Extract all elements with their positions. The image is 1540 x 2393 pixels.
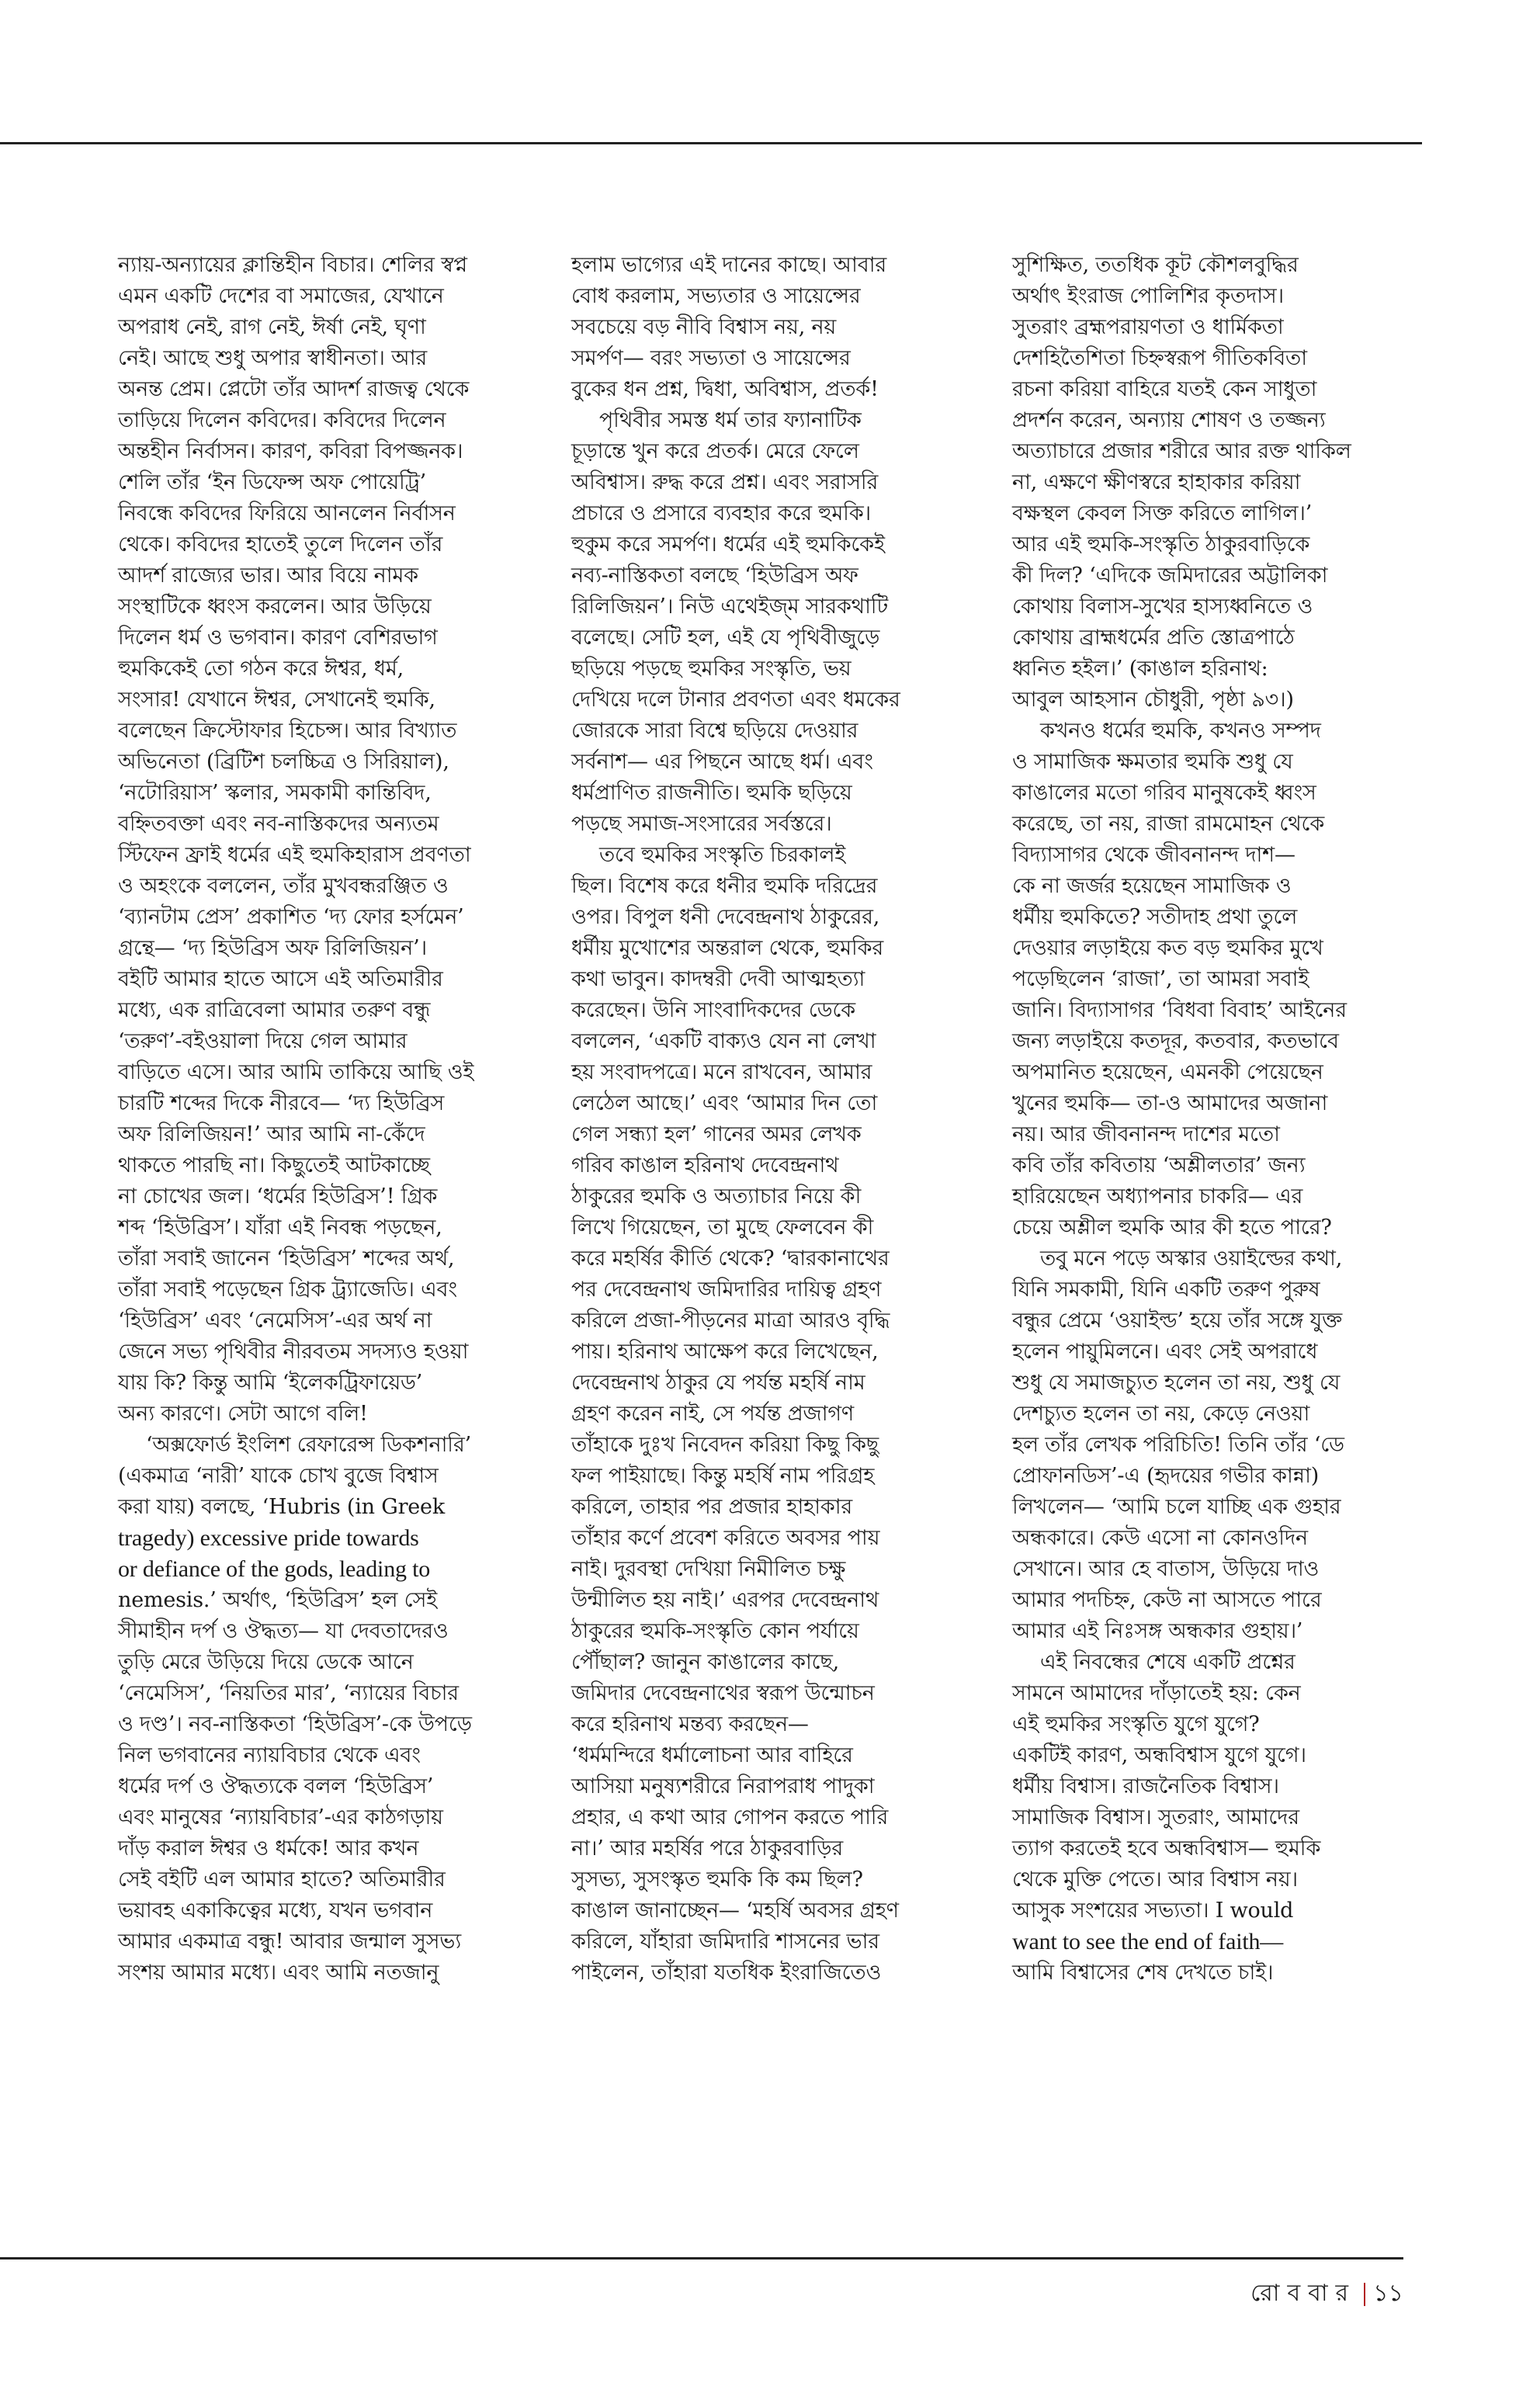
text-line: জমিদার দেবেন্দ্রনাথের স্বরূপ উন্মোচন xyxy=(571,1681,875,1705)
text-line: সংস্থাটিকে ধ্বংস করলেন। আর উড়িয়ে xyxy=(118,595,432,619)
text-line: গেল সন্ধ্যা হল’ গানের অমর লেখক xyxy=(571,1122,862,1146)
text-line: করিলে, তাহার পর প্রজার হাহাকার xyxy=(571,1495,853,1519)
text-line: ‘ধর্মমন্দিরে ধর্মালোচনা আর বাহিরে xyxy=(571,1743,853,1767)
text-line: একটিই কারণ, অন্ধবিশ্বাস যুগে যুগে। xyxy=(1012,1743,1306,1767)
text-line: দেওয়ার লড়াইয়ে কত বড় হুমকির মুখে xyxy=(1012,936,1323,960)
text-line: কথা ভাবুন। কাদম্বরী দেবী আত্মহত্যা xyxy=(571,967,865,991)
text-line: ওপর। বিপুল ধনী দেবেন্দ্রনাথ ঠাকুরের, xyxy=(571,905,880,929)
text-line: কী দিল? ‘এদিকে জমিদারের অট্টালিকা xyxy=(1012,564,1328,588)
text-line: লিখে গিয়েছেন, তা মুছে ফেলবেন কী xyxy=(571,1216,874,1240)
text-line: ‘ব্যানটাম প্রেস’ প্রকাশিত ‘দ্য ফোর হর্সমেন’ xyxy=(118,905,464,929)
text-line: শেলি তাঁর ‘ইন ডিফেন্স অফ পোয়েট্রি’ xyxy=(118,470,427,494)
text-line: যায় কি? কিন্তু আমি ‘ইলেকট্রিফায়েড’ xyxy=(118,1371,423,1395)
text-line: নয়। আর জীবনানন্দ দাশের মতো xyxy=(1012,1122,1280,1146)
text-line: তাঁরা সবাই পড়েছেন গ্রিক ট্র্যাজেডি। এবং xyxy=(118,1278,457,1302)
text-line: সবচেয়ে বড় নীবি বিশ্বাস নয়, নয় xyxy=(571,315,837,339)
text-line: ত্যাগ করতেই হবে অন্ধবিশ্বাস— হুমকি xyxy=(1012,1836,1321,1861)
text-line: হয় সংবাদপত্রে। মনে রাখবেন, আমার xyxy=(571,1060,872,1084)
text-line: তুড়ি মেরে উড়িয়ে দিয়ে ডেকে আনে xyxy=(118,1650,414,1674)
text-line: এমন একটি দেশের বা সমাজের, যেখানে xyxy=(118,284,444,308)
text-line: এবং মানুষের ‘ন্যায়বিচার’-এর কাঠগড়ায় xyxy=(118,1805,443,1829)
text-line: সুশিক্ষিত, ততধিক কূট কৌশলবুদ্ধির xyxy=(1012,253,1299,277)
text-line: বন্ধুর প্রেমে ‘ওয়াইল্ড’ হয়ে তাঁর সঙ্গে যুক্ত xyxy=(1012,1309,1342,1333)
text-line: জানি। বিদ্যাসাগর ‘বিধবা বিবাহ’ আইনের xyxy=(1012,998,1347,1022)
text-line: ভয়াবহ একাকিত্বের মধ্যে, যখন ভগবান xyxy=(118,1899,433,1923)
text-line: দেশচ্যুত হলেন তা নয়, কেড়ে নেওয়া xyxy=(1012,1402,1310,1426)
text-line: রিলিজিয়ন’। নিউ এথেইজ্‌ম সারকথাটি xyxy=(571,595,888,619)
page-number: ১১ xyxy=(1373,2280,1403,2307)
text-line: পর দেবেন্দ্রনাথ জমিদারির দায়িত্ব গ্রহণ xyxy=(571,1278,882,1302)
text-line: লেঠেল আছে।’ এবং ‘আমার দিন তো xyxy=(571,1091,878,1115)
text-line: ‘হিউব্রিস’ এবং ‘নেমেসিস’-এর অর্থ না xyxy=(118,1309,432,1333)
text-line: কখনও ধর্মের হুমকি, কখনও সম্পদ xyxy=(1040,719,1321,743)
text-line: অবিশ্বাস। রুদ্ধ করে প্রশ্ন। এবং সরাসরি xyxy=(571,470,879,494)
text-line: তাঁহাকে দুঃখ নিবেদন করিয়া কিছু কিছু xyxy=(571,1433,879,1457)
text-line: হলেন পায়ুমিলনে। এবং সেই অপরাধে xyxy=(1012,1340,1318,1364)
text-line: জোরকে সারা বিশ্বে ছড়িয়ে দেওয়ার xyxy=(571,719,858,743)
text-line: হুমকিকেই তো গঠন করে ঈশ্বর, ধর্ম, xyxy=(118,657,404,681)
text-line: পৃথিবীর সমস্ত ধর্ম তার ফ্যানাটিক xyxy=(599,408,862,432)
text-line: হল তাঁর লেখক পরিচিতি! তিনি তাঁর ‘ডে xyxy=(1012,1433,1344,1457)
text-line: হুকুম করে সমর্পণ। ধর্মের এই হুমকিকেই xyxy=(571,532,885,557)
text-line: অন্তহীন নির্বাসন। কারণ, কবিরা বিপজ্জনক। xyxy=(118,439,463,463)
text-line: করিলে, যাঁহারা জমিদারি শাসনের ভার xyxy=(571,1930,879,1954)
text-line: করেছে, তা নয়, রাজা রামমোহন থেকে xyxy=(1012,812,1325,836)
text-line: শুধু যে সমাজচ্যুত হলেন তা নয়, শুধু যে xyxy=(1012,1371,1341,1395)
text-line: (একমাত্র ‘নারী’ যাকে চোখ বুজে বিশ্বাস xyxy=(118,1464,439,1488)
text-line: ধর্মীয় হুমকিতে? সতীদাহ প্রথা তুলে xyxy=(1012,905,1298,929)
text-line: থেকে। কবিদের হাতেই তুলে দিলেন তাঁর xyxy=(118,532,443,557)
text-line: ‘তরুণ’-বইওয়ালা দিয়ে গেল আমার xyxy=(118,1029,408,1053)
text-line: থেকে মুক্তি পেতে। আর বিশ্বাস নয়। xyxy=(1012,1868,1298,1892)
text-line: ও দণ্ড’। নব-নাস্তিকতা ‘হিউব্রিস’-কে উপড়ে xyxy=(118,1712,472,1736)
text-line: প্রহার, এ কথা আর গোপন করতে পারি xyxy=(571,1805,889,1829)
text-line: অন্ধকারে। কেউ এসো না কোনওদিন xyxy=(1012,1526,1308,1550)
text-line: আমার এই নিঃসঙ্গ অন্ধকার গুহায়।’ xyxy=(1012,1619,1303,1643)
text-line: ধ্বনিত হইল।’ (কাঙাল হরিনাথ: xyxy=(1012,657,1268,681)
text-line: খুনের হুমকি— তা-ও আমাদের অজানা xyxy=(1012,1091,1328,1115)
text-line: ও অহংকে বললেন, তাঁর মুখবন্ধরঞ্জিত ও xyxy=(118,874,449,898)
text-line: বলেছেন ক্রিস্টোফার হিচেন্স। আর বিখ্যাত xyxy=(118,719,457,743)
text-line: বহ্নিতবক্তা এবং নব-নাস্তিকদের অন্যতম xyxy=(118,812,439,836)
text-line: করে হরিনাথ মন্তব্য করছেন— xyxy=(571,1712,809,1736)
text-line: দেশহিতৈশিতা চিহ্নস্বরূপ গীতিকবিতা xyxy=(1012,346,1307,370)
text-line: এই হুমকির সংস্কৃতি যুগে যুগে? xyxy=(1012,1712,1260,1736)
text-line: তবু মনে পড়ে অস্কার ওয়াইল্ডের কথা, xyxy=(1040,1247,1343,1271)
text-line: করিলে প্রজা-পীড়নের মাত্রা আরও বৃদ্ধি xyxy=(571,1309,890,1333)
text-line: দেখিয়ে দলে টানার প্রবণতা এবং ধমকের xyxy=(571,688,900,712)
text-line: বললেন, ‘একটি বাক্যও যেন না লেখা xyxy=(571,1029,876,1053)
text-line: দাঁড় করাল ঈশ্বর ও ধর্মকে! আর কখন xyxy=(118,1836,419,1861)
text-line: জন্য লড়াইয়ে কতদূর, কতবার, কতভাবে xyxy=(1012,1029,1339,1053)
text-line: সেখানে। আর হে বাতাস, উড়িয়ে দাও xyxy=(1012,1557,1320,1581)
text-line: ধর্মীয় বিশ্বাস। রাজনৈতিক বিশ্বাস। xyxy=(1012,1774,1279,1798)
text-line: সমর্পণ— বরং সভ্যতা ও সায়েন্সের xyxy=(571,346,851,370)
text-line: প্রচারে ও প্রসারে ব্যবহার করে হুমকি। xyxy=(571,501,872,525)
text-line: সুসভ্য, সুসংস্কৃত হুমকি কি কম ছিল? xyxy=(571,1868,863,1892)
text-line: করে মহর্ষির কীর্তি থেকে? ‘দ্বারকানাথের xyxy=(571,1247,890,1271)
text-line: পড়ছে সমাজ-সংসারের সর্বস্তরে। xyxy=(571,812,832,836)
text-line: ধর্মপ্রাণিত রাজনীতি। হুমকি ছড়িয়ে xyxy=(571,781,852,805)
text-line: হারিয়েছেন অধ্যাপনার চাকরি— এর xyxy=(1012,1184,1303,1209)
text-line: ‘অক্সফোর্ড ইংলিশ রেফারেন্স ডিকশনারি’ xyxy=(146,1433,471,1457)
text-line: অর্থাৎ ইংরাজ পোলিশির কৃতদাস। xyxy=(1012,284,1284,308)
text-line: তবে হুমকির সংস্কৃতি চিরকালই xyxy=(599,843,846,867)
text-line: প্রদর্শন করেন, অন্যায় শোষণ ও তজ্জন্য xyxy=(1012,408,1326,432)
text-line: বিদ্যাসাগর থেকে জীবনানন্দ দাশ— xyxy=(1012,843,1295,867)
text-line: বইটি আমার হাতে আসে এই অতিমারীর xyxy=(118,967,443,991)
text-line: কবি তাঁর কবিতায় ‘অশ্লীলতার’ জন্য xyxy=(1012,1153,1306,1177)
text-line: নাই। দুরবস্থা দেখিয়া নিমীলিত চক্ষু xyxy=(571,1557,846,1581)
magazine-name: রোববার xyxy=(1250,2280,1357,2307)
text-line: অভিনেতা (ব্রিটিশ চলচ্চিত্র ও সিরিয়াল), xyxy=(118,750,449,774)
text-line: সামাজিক বিশ্বাস। সুতরাং, আমাদের xyxy=(1012,1805,1299,1829)
text-line: থাকতে পারছি না। কিছুতেই আটকাচ্ছে xyxy=(118,1153,430,1177)
text-line: পৌঁছাল? জানুন কাঙালের কাছে, xyxy=(571,1650,840,1674)
text-line: এই নিবন্ধের শেষে একটি প্রশ্নের xyxy=(1040,1650,1295,1674)
text-line: করেছেন। উনি সাংবাদিকদের ডেকে xyxy=(571,998,855,1022)
text-line: তাঁহার কর্ণে প্রবেশ করিতে অবসর পায় xyxy=(571,1526,880,1550)
text-line: সীমাহীন দর্প ও ঔদ্ধত্য— যা দেবতাদেরও xyxy=(118,1619,449,1643)
text-line: কোথায় ব্রাহ্মধর্মের প্রতি স্তোত্রপাঠে xyxy=(1012,626,1295,650)
text-line: কোথায় বিলাস-সুখের হাস্যধ্বনিতে ও xyxy=(1012,595,1313,619)
text-line: want to see the end of faith— xyxy=(1012,1929,1284,1954)
text-line: আসুক সংশয়ের সভ্যতা। I would xyxy=(1012,1899,1294,1923)
text-line: দিলেন ধর্ম ও ভগবান। কারণ বেশিরভাগ xyxy=(118,626,438,650)
article-body xyxy=(118,250,1406,2237)
text-line: না, এক্ষণে ক্ষীণস্বরে হাহাকার করিয়া xyxy=(1012,470,1301,494)
text-line: tragedy) excessive pride towards xyxy=(118,1525,419,1551)
text-line: তাঁরা সবাই জানেন ‘হিউব্রিস’ শব্দের অর্থ, xyxy=(118,1247,455,1271)
text-line: ফল পাইয়াছে। কিন্তু মহর্ষি নাম পরিগ্রহ xyxy=(571,1464,875,1488)
text-line: ধর্মের দর্প ও ঔদ্ধত্যকে বলল ‘হিউব্রিস’ xyxy=(118,1774,434,1798)
text-line: প্রোফানডিস’-এ (হৃদয়ের গভীর কান্না) xyxy=(1012,1464,1320,1488)
article-column-2 xyxy=(571,250,1003,1989)
text-line: বলেছে। সেটি হল, এই যে পৃথিবীজুড়ে xyxy=(571,626,880,650)
text-line: কাঙাল জানাচ্ছেন— ‘মহর্ষি অবসর গ্রহণ xyxy=(571,1899,899,1923)
text-line: চূড়ান্তে খুন করে প্রতর্ক। মেরে ফেলে xyxy=(571,439,859,463)
text-line: ও সামাজিক ক্ষমতার হুমকি শুধু যে xyxy=(1012,750,1293,774)
text-line: নেই। আছে শুধু অপার স্বাধীনতা। আর xyxy=(118,346,428,370)
text-line: করা যায়) বলছে, ‘Hubris (in Greek xyxy=(118,1495,445,1519)
text-line: ‘নটোরিয়াস’ স্কলার, সমকামী কান্তিবিদ, xyxy=(118,781,432,805)
text-line: সংসার! যেখানে ঈশ্বর, সেখানেই হুমকি, xyxy=(118,688,435,712)
text-line: কে না জর্জর হয়েছেন সামাজিক ও xyxy=(1012,874,1292,898)
footer-separator xyxy=(1364,2283,1365,2306)
text-line: আমার পদচিহ্ন, কেউ না আসতে পারে xyxy=(1012,1588,1322,1612)
text-line: পায়। হরিনাথ আক্ষেপ করে লিখেছেন, xyxy=(571,1340,879,1364)
text-line: ন্যায়-অন্যায়ের ক্লান্তিহীন বিচার। শেলির স্বপ্ন xyxy=(118,253,467,277)
text-line: দেবেন্দ্রনাথ ঠাকুর যে পর্যন্ত মহর্ষি নাম xyxy=(571,1371,865,1395)
text-line: নিবন্ধে কবিদের ফিরিয়ে আনলেন নির্বাসন xyxy=(118,501,456,525)
text-line: তাড়িয়ে দিলেন কবিদের। কবিদের দিলেন xyxy=(118,408,446,432)
text-line: নব্য-নাস্তিকতা বলছে ‘হিউব্রিস অফ xyxy=(571,564,858,588)
text-line: বুকের ধন প্রশ্ন, দ্বিধা, অবিশ্বাস, প্রতর্ক! xyxy=(571,377,879,401)
text-line: আর এই হুমকি-সংস্কৃতি ঠাকুরবাড়িকে xyxy=(1012,532,1310,557)
text-line: বক্ষস্থল কেবল সিক্ত করিতে লাগিল।’ xyxy=(1012,501,1313,525)
text-line: নিল ভগবানের ন্যায়বিচার থেকে এবং xyxy=(118,1743,421,1767)
text-line: লিখলেন— ‘আমি চলে যাচ্ছি এক গুহার xyxy=(1012,1495,1341,1519)
text-line: পড়েছিলেন ‘রাজা’, তা আমরা সবাই xyxy=(1012,967,1309,991)
text-line: আবুল আহসান চৌধুরী, পৃষ্ঠা ৯৩।) xyxy=(1012,688,1294,712)
text-line: ঠাকুরের হুমকি ও অত্যাচার নিয়ে কী xyxy=(571,1184,862,1209)
text-line: সামনে আমাদের দাঁড়াতেই হয়: কেন xyxy=(1012,1681,1301,1705)
text-line: অত্যাচারে প্রজার শরীরে আর রক্ত থাকিল xyxy=(1012,439,1351,463)
text-line: অনন্ত প্রেম। প্লেটো তাঁর আদর্শ রাজত্ব থেকে xyxy=(118,377,470,401)
text-line: গ্রন্থে— ‘দ্য হিউব্রিস অফ রিলিজিয়ন’। xyxy=(118,936,427,960)
page-footer xyxy=(1250,2274,1403,2314)
text-line: স্টিফেন ফ্রাই ধর্মের এই হুমকিহারাস প্রবণতা xyxy=(118,843,471,867)
text-line: যিনি সমকামী, যিনি একটি তরুণ পুরুষ xyxy=(1012,1278,1320,1302)
text-line: জেনে সভ্য পৃথিবীর নীরবতম সদস্যও হওয়া xyxy=(118,1340,469,1364)
footer-rule xyxy=(0,2257,1403,2259)
text-line: আদর্শ রাজ্যের ভার। আর বিয়ে নামক xyxy=(118,564,418,588)
article-column-3 xyxy=(1012,250,1444,1989)
text-line: ঠাকুরের হুমকি-সংস্কৃতি কোন পর্যায়ে xyxy=(571,1619,859,1643)
text-line: মধ্যে, এক রাত্রিবেলা আমার তরুণ বন্ধু xyxy=(118,998,431,1022)
text-line: বাড়িতে এসে। আর আমি তাকিয়ে আছি ওই xyxy=(118,1060,474,1084)
text-line: অন্য কারণে। সেটা আগে বলি! xyxy=(118,1402,368,1426)
text-line: আসিয়া মনুষ্যশরীরে নিরাপরাধ পাদুকা xyxy=(571,1774,875,1798)
text-line: রচনা করিয়া বাহিরে যতই কেন সাধুতা xyxy=(1012,377,1317,401)
text-line: অফ রিলিজিয়ন!’ আর আমি না-কেঁদে xyxy=(118,1122,425,1146)
text-line: কাঙালের মতো গরিব মানুষকেই ধ্বংস xyxy=(1012,781,1316,805)
text-line: সংশয় আমার মধ্যে। এবং আমি নতজানু xyxy=(118,1961,439,1985)
text-line: হলাম ভাগ্যের এই দানের কাছে। আবার xyxy=(571,253,887,277)
text-line: ‘নেমেসিস’, ‘নিয়তির মার’, ‘ন্যায়ের বিচার xyxy=(118,1681,459,1705)
text-line: উন্মীলিত হয় নাই।’ এরপর দেবেন্দ্রনাথ xyxy=(571,1588,879,1612)
text-line: সুতরাং ব্রহ্মপরায়ণতা ও ধার্মিকতা xyxy=(1012,315,1284,339)
text-line: or defiance of the gods, leading to xyxy=(118,1556,431,1582)
text-line: আমার একমাত্র বন্ধু! আবার জন্মাল সুসভ্য xyxy=(118,1930,461,1954)
text-line: বোধ করলাম, সভ্যতার ও সায়েন্সের xyxy=(571,284,861,308)
article-column-1 xyxy=(118,250,550,1989)
text-line: সর্বনাশ— এর পিছনে আছে ধর্ম। এবং xyxy=(571,750,873,774)
text-line: শব্দ ‘হিউব্রিস’। যাঁরা এই নিবন্ধ পড়ছেন, xyxy=(118,1216,442,1240)
text-line: চারটি শব্দের দিকে নীরবে— ‘দ্য হিউব্রিস xyxy=(118,1091,445,1115)
text-line: ছড়িয়ে পড়ছে হুমকির সংস্কৃতি, ভয় xyxy=(571,657,852,681)
text-line: অপমানিত হয়েছেন, এমনকী পেয়েছেন xyxy=(1012,1060,1323,1084)
text-line: না।’ আর মহর্ষির পরে ঠাকুরবাড়ির xyxy=(571,1836,844,1861)
text-line: পাইলেন, তাঁহারা যতধিক ইংরাজিতেও xyxy=(571,1961,882,1985)
text-line: অপরাধ নেই, রাগ নেই, ঈর্ষা নেই, ঘৃণা xyxy=(118,315,426,339)
text-line: সেই বইটি এল আমার হাতে? অতিমারীর xyxy=(118,1868,446,1892)
text-line: আমি বিশ্বাসের শেষ দেখতে চাই। xyxy=(1012,1961,1274,1985)
text-line: nemesis.’ অর্থাৎ, ‘হিউব্রিস’ হল সেই xyxy=(118,1588,438,1612)
text-line: গরিব কাঙাল হরিনাথ দেবেন্দ্রনাথ xyxy=(571,1153,839,1177)
text-line: না চোখের জল। ‘ধর্মের হিউব্রিস’! গ্রিক xyxy=(118,1184,438,1209)
text-line: ছিল। বিশেষ করে ধনীর হুমকি দরিদ্রের xyxy=(571,874,878,898)
text-line: চেয়ে অশ্লীল হুমকি আর কী হতে পারে? xyxy=(1012,1216,1332,1240)
text-line: ধর্মীয় মুখোশের অন্তরাল থেকে, হুমকির xyxy=(571,936,884,960)
header-rule xyxy=(0,142,1422,144)
text-line: গ্রহণ করেন নাই, সে পর্যন্ত প্রজাগণ xyxy=(571,1402,854,1426)
